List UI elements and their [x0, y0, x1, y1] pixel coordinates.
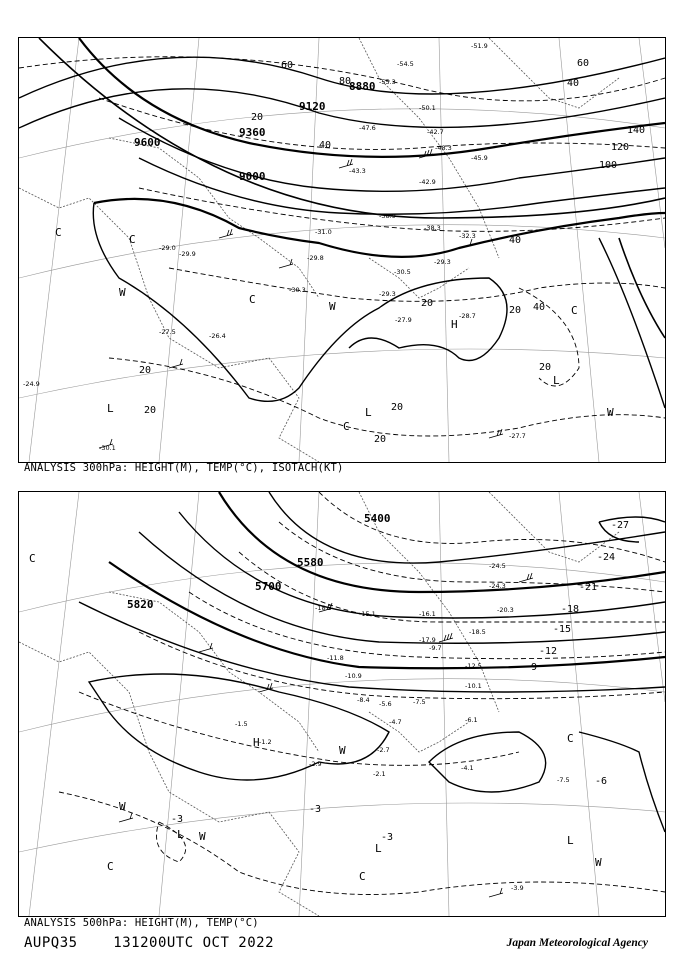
obs-temp: -4.1 — [461, 764, 474, 772]
obs-temp: -38.3 — [424, 224, 441, 232]
isotach-label: 20 — [251, 112, 264, 123]
height-label: 9000 — [239, 170, 266, 183]
temp-label: -3 — [171, 814, 184, 825]
isotach-label: 20 — [509, 305, 522, 316]
system-markers — [55, 226, 614, 433]
obs-temp: -9.7 — [429, 644, 442, 652]
obs-temp: -31.0 — [315, 228, 332, 236]
system-marker: W — [329, 300, 336, 313]
temp-label: -9 — [525, 662, 538, 673]
obs-temp: -26.4 — [209, 332, 226, 340]
isotach-label: 100 — [599, 160, 618, 171]
obs-temp: -30.3 — [289, 286, 306, 294]
isotach-label: 20 — [144, 405, 157, 416]
system-marker: L — [177, 828, 184, 841]
obs-temp: -24.3 — [489, 582, 506, 590]
obs-temp: -54.5 — [397, 60, 414, 68]
obs-temp: -32.3 — [459, 232, 476, 240]
obs-temp: -1.2 — [259, 738, 272, 746]
obs-temp: -43.3 — [349, 167, 366, 175]
height-labels — [127, 512, 391, 611]
obs-temp: -48.3 — [435, 144, 452, 152]
system-marker: C — [29, 552, 36, 565]
obs-temp: -29.9 — [179, 250, 196, 258]
system-marker: C — [343, 420, 350, 433]
height-label: 8880 — [349, 80, 376, 93]
temp-contour-labels — [171, 518, 633, 843]
temp-label: -12 — [539, 646, 558, 657]
system-marker: H — [253, 736, 260, 749]
obs-temp: -10.9 — [345, 672, 362, 680]
obs-temp: -2.1 — [373, 770, 386, 778]
isotach-label: 40 — [533, 302, 546, 313]
temperature-contours — [59, 492, 665, 895]
map-300hpa-canvas — [19, 38, 665, 462]
system-marker: L — [567, 834, 574, 847]
observed-temps — [235, 562, 570, 892]
obs-temp: -2.7 — [377, 746, 390, 754]
obs-temp: -50.1 — [419, 104, 436, 112]
isotach-label: 40 — [509, 235, 522, 246]
chart-code: AUPQ35 — [24, 935, 78, 951]
isotach-label: 120 — [611, 142, 630, 153]
obs-temp: -2.9 — [309, 760, 322, 768]
obs-temp: -47.6 — [359, 124, 376, 132]
map-300hpa-panel — [18, 37, 666, 463]
height-label: 9600 — [134, 136, 161, 149]
system-marker: L — [375, 842, 382, 855]
obs-temp: -24.5 — [489, 562, 506, 570]
obs-temp: -10.1 — [465, 682, 482, 690]
isotach-label: 20 — [421, 298, 434, 309]
system-marker: C — [249, 293, 256, 306]
isotach-label: 20 — [374, 434, 387, 445]
system-marker: C — [129, 233, 136, 246]
obs-temp: -30.5 — [394, 268, 411, 276]
height-label: 9360 — [239, 126, 266, 139]
map-500hpa-panel — [18, 491, 666, 917]
temp-label: -24 — [597, 552, 616, 563]
obs-temp: -27.5 — [159, 328, 176, 336]
system-marker: H — [451, 318, 458, 331]
obs-temp: -29.8 — [307, 254, 324, 262]
obs-temp: -29.3 — [379, 290, 396, 298]
temp-label: -21 — [579, 582, 598, 593]
obs-temp: -7.5 — [557, 776, 570, 784]
height-label: 5400 — [364, 512, 391, 525]
obs-temp: -42.7 — [427, 128, 444, 136]
obs-temp: -18.3 — [315, 604, 332, 612]
isotach-label: 60 — [577, 58, 590, 69]
height-contours — [19, 38, 665, 408]
caption-500hpa: ANALYSIS 500hPa: HEIGHT(M), TEMP(°C) — [24, 917, 259, 929]
temp-label: -18 — [561, 604, 580, 615]
obs-temp: -18.5 — [469, 628, 486, 636]
agency-name: Japan Meteorological Agency — [506, 937, 648, 949]
isotach-label: 80 — [339, 76, 352, 87]
obs-temp: -11.8 — [327, 654, 344, 662]
obs-temp: -29.3 — [434, 258, 451, 266]
system-marker: C — [107, 860, 114, 873]
observed-temps — [23, 42, 526, 452]
obs-temp: -27.7 — [509, 432, 526, 440]
system-marker: L — [365, 406, 372, 419]
temp-label: -15 — [553, 624, 572, 635]
obs-temp: -12.5 — [465, 662, 482, 670]
system-marker: W — [339, 744, 346, 757]
chart-identifier — [24, 935, 274, 951]
graticule — [19, 492, 665, 916]
system-marker: C — [55, 226, 62, 239]
isotach-label: 20 — [139, 365, 152, 376]
height-label: 5580 — [297, 556, 324, 569]
isotach-label: 20 — [391, 402, 404, 413]
system-marker: W — [607, 406, 614, 419]
system-marker: L — [553, 374, 560, 387]
temp-label: -27 — [611, 520, 630, 531]
system-marker: C — [567, 732, 574, 745]
temp-label: -3 — [381, 832, 394, 843]
obs-temp: -55.3 — [379, 78, 396, 86]
height-label: 5820 — [127, 598, 154, 611]
obs-temp: -16.1 — [419, 610, 436, 618]
system-marker: W — [119, 286, 126, 299]
obs-temp: -7.5 — [413, 698, 426, 706]
system-marker: W — [119, 800, 126, 813]
obs-temp: -15.1 — [359, 610, 376, 618]
obs-temp: -17.9 — [419, 636, 436, 644]
height-label: 5700 — [255, 580, 282, 593]
temp-label: -3 — [309, 804, 322, 815]
obs-temp: -27.9 — [395, 316, 412, 324]
obs-temp: -24.9 — [23, 380, 40, 388]
obs-temp: -29.0 — [159, 244, 176, 252]
valid-time: 131200UTC OCT 2022 — [113, 935, 275, 951]
obs-temp: -51.9 — [471, 42, 488, 50]
obs-temp: -30.1 — [99, 444, 116, 452]
obs-temp: -38.9 — [379, 212, 396, 220]
obs-temp: -45.9 — [471, 154, 488, 162]
obs-temp: -42.9 — [419, 178, 436, 186]
obs-temp: -28.7 — [459, 312, 476, 320]
isotach-label: 40 — [319, 140, 332, 151]
obs-temp: -4.7 — [389, 718, 402, 726]
system-marker: W — [199, 830, 206, 843]
temp-label: -6 — [595, 776, 608, 787]
isotach-label: 20 — [539, 362, 552, 373]
height-contours — [79, 492, 665, 832]
system-marker: C — [571, 304, 578, 317]
obs-temp: -3.9 — [511, 884, 524, 892]
obs-temp: -5.6 — [379, 700, 392, 708]
map-500hpa-canvas — [19, 492, 665, 916]
isotach-label: 60 — [281, 60, 294, 71]
system-marker: L — [107, 402, 114, 415]
obs-temp: -6.1 — [465, 716, 478, 724]
obs-temp: -20.3 — [497, 606, 514, 614]
obs-temp: -1.5 — [235, 720, 248, 728]
height-label: 9120 — [299, 100, 326, 113]
isotach-label: 140 — [627, 125, 646, 136]
system-marker: W — [595, 856, 602, 869]
isotach-label: 40 — [567, 78, 580, 89]
caption-300hpa: ANALYSIS 300hPa: HEIGHT(M), TEMP(°C), ISOTACH(KT) — [24, 462, 344, 474]
system-marker: C — [359, 870, 366, 883]
obs-temp: -8.4 — [357, 696, 370, 704]
